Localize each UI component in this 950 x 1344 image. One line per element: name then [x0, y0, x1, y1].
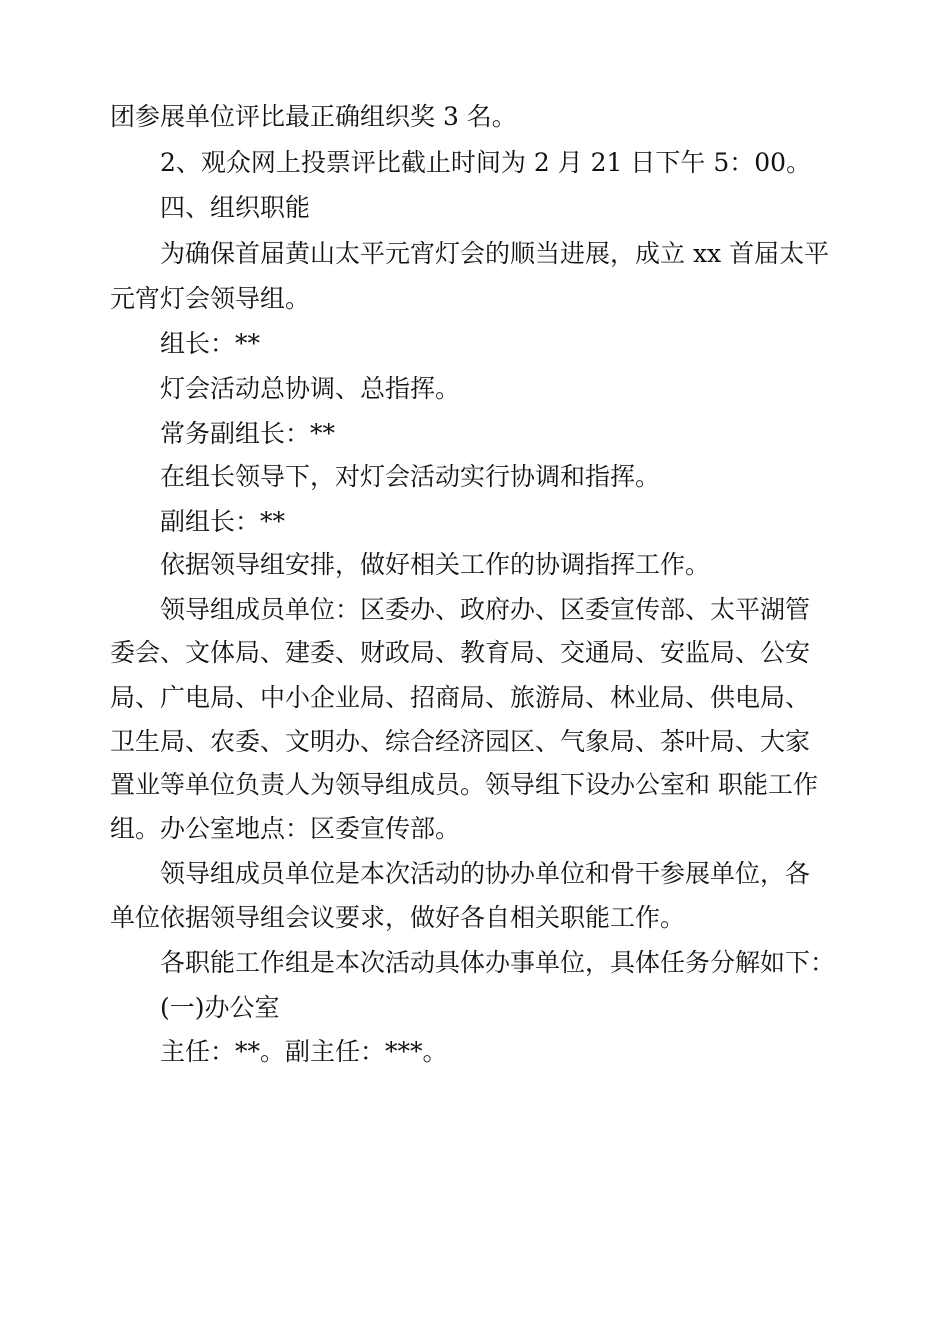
- text-line: 单位依据领导组会议要求，做好各自相关职能工作。: [110, 903, 686, 932]
- text-line: 领导组成员单位：区委办、政府办、区委宣传部、太平湖管: [160, 595, 811, 624]
- section-heading: 四、组织职能: [160, 193, 311, 222]
- text-line: 局、广电局、中小企业局、招商局、旅游局、林业局、供电局、: [110, 683, 811, 712]
- text-line: 主任：**。副主任：***。: [160, 1037, 448, 1066]
- text-line: 副组长：**: [160, 507, 286, 536]
- text-line: 灯会活动总协调、总指挥。: [160, 374, 461, 403]
- text-line: 各职能工作组是本次活动具体办事单位，具体任务分解如下：: [160, 948, 836, 977]
- text-line: 领导组成员单位是本次活动的协办单位和骨干参展单位，各: [160, 859, 811, 888]
- text-line: 置业等单位负责人为领导组成员。领导组下设办公室和 职能工作: [110, 770, 818, 799]
- text-line: 组。办公室地点：区委宣传部。: [110, 814, 461, 843]
- text-line: 组长：**: [160, 329, 261, 358]
- text-line: 委会、文体局、建委、财政局、教育局、交通局、安监局、公安: [110, 638, 811, 667]
- text-line: 卫生局、农委、文明办、综合经济园区、气象局、茶叶局、大家: [110, 727, 811, 756]
- text-line: 常务副组长：**: [160, 419, 336, 448]
- text-line: 依据领导组安排，做好相关工作的协调指挥工作。: [160, 550, 711, 579]
- text-line: 在组长领导下，对灯会活动实行协调和指挥。: [160, 462, 661, 491]
- text-line: 团参展单位评比最正确组织奖 3 名。: [110, 102, 517, 131]
- text-line: (一)办公室: [160, 993, 280, 1022]
- text-line: 2、观众网上投票评比截止时间为 2 月 21 日下午 5：00。: [160, 148, 812, 177]
- text-line: 元宵灯会领导组。: [110, 284, 311, 313]
- text-line: 为确保首届黄山太平元宵灯会的顺当进展，成立 xx 首届太平: [160, 239, 830, 268]
